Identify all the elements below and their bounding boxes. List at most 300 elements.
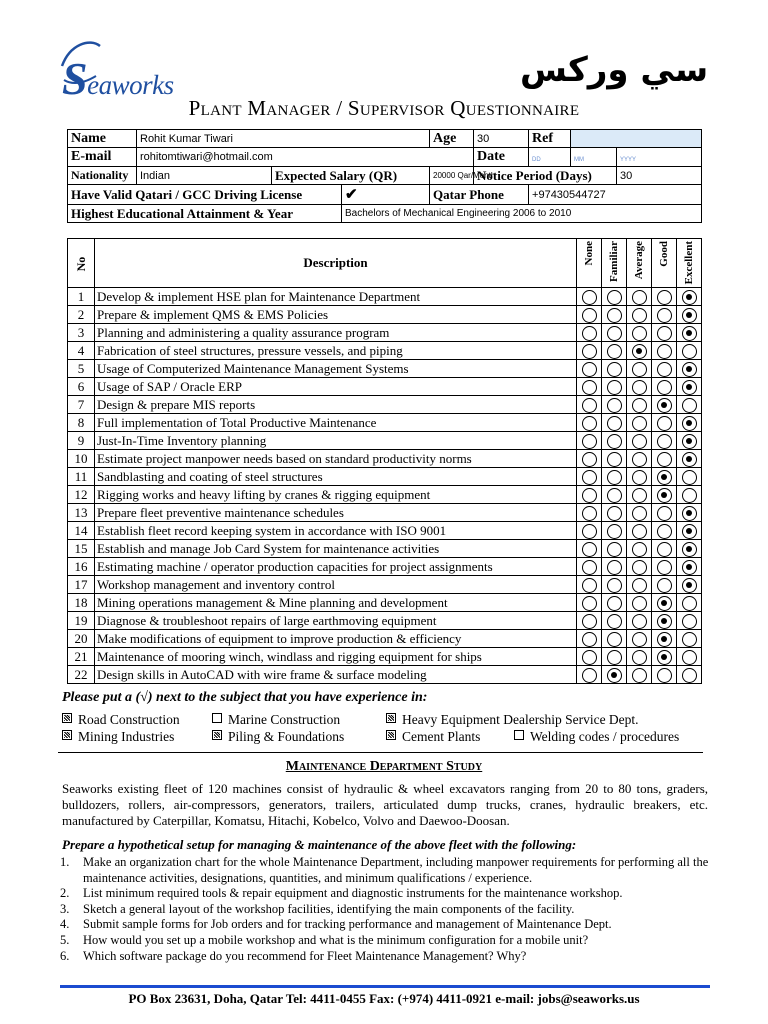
rating-radio-none[interactable] — [582, 488, 597, 503]
rating-radio-good[interactable] — [657, 632, 672, 647]
rating-radio-good[interactable] — [657, 542, 672, 557]
rating-radio-average[interactable] — [632, 668, 647, 683]
rating-radio-good[interactable] — [657, 506, 672, 521]
rating-radio-average[interactable] — [632, 614, 647, 629]
skill-description: Rigging works and heavy lifting by cranes & rigging equipment — [95, 486, 577, 504]
rating-radio-average[interactable] — [632, 506, 647, 521]
row-number: 12 — [68, 486, 95, 504]
education-label: Highest Educational Attainment & Year — [68, 205, 342, 223]
rating-radio-good[interactable] — [657, 308, 672, 323]
table-row — [68, 342, 702, 360]
rating-cell — [652, 486, 677, 504]
rating-cell — [602, 414, 627, 432]
age-field[interactable]: 30 — [474, 130, 529, 148]
table-row — [68, 648, 702, 666]
rating-cell — [602, 666, 627, 684]
rating-cell — [627, 288, 652, 306]
rating-cell — [652, 432, 677, 450]
rating-radio-good[interactable] — [657, 614, 672, 629]
rating-radio-excellent[interactable] — [682, 398, 697, 413]
age-label: Age — [430, 130, 474, 148]
experience-checkbox-cement-plants[interactable]: Cement Plants — [386, 729, 480, 745]
rating-cell — [627, 360, 652, 378]
rating-radio-familiar[interactable] — [607, 488, 622, 503]
rating-radio-familiar[interactable] — [607, 452, 622, 467]
header-excellent: Excellent — [677, 239, 702, 288]
table-row — [68, 630, 702, 648]
date-mm-field[interactable]: MM — [571, 148, 617, 167]
rating-radio-familiar[interactable] — [607, 596, 622, 611]
footer-contact: PO Box 23631, Doha, Qatar Tel: 4411-0455 Fax: (+974) 4411-0921 e-mail: jobs@seaworks.us — [128, 991, 640, 1006]
rating-radio-good[interactable] — [657, 416, 672, 431]
rating-radio-excellent[interactable] — [682, 668, 697, 683]
rating-radio-familiar[interactable] — [607, 506, 622, 521]
rating-cell — [577, 342, 602, 360]
rating-radio-familiar[interactable] — [607, 416, 622, 431]
date-dd-field[interactable]: DD — [529, 148, 571, 167]
name-label: Name — [68, 130, 137, 148]
table-row — [68, 396, 702, 414]
checkbox-icon — [212, 713, 222, 723]
table-row — [68, 468, 702, 486]
rating-radio-average[interactable] — [632, 380, 647, 395]
checkbox-icon — [386, 713, 396, 723]
skill-description: Prepare fleet preventive maintenance schedules — [95, 504, 577, 522]
rating-radio-excellent[interactable] — [682, 362, 697, 377]
row-number: 8 — [68, 414, 95, 432]
rating-cell — [602, 450, 627, 468]
rating-cell — [677, 342, 702, 360]
rating-cell — [677, 486, 702, 504]
rating-cell — [652, 288, 677, 306]
rating-radio-excellent[interactable] — [682, 560, 697, 575]
skill-description: Develop & implement HSE plan for Maintenance Department — [95, 288, 577, 306]
rating-cell — [602, 324, 627, 342]
rating-cell — [602, 342, 627, 360]
rating-radio-familiar[interactable] — [607, 650, 622, 665]
rating-cell — [652, 306, 677, 324]
rating-radio-none[interactable] — [582, 470, 597, 485]
row-number: 10 — [68, 450, 95, 468]
rating-radio-none[interactable] — [582, 614, 597, 629]
rating-radio-good[interactable] — [657, 380, 672, 395]
rating-cell — [627, 342, 652, 360]
rating-radio-excellent[interactable] — [682, 506, 697, 521]
skill-description: Maintenance of mooring winch, windlass and rigging equipment for ships — [95, 648, 577, 666]
section-divider — [58, 752, 703, 753]
rating-cell — [627, 396, 652, 414]
rating-cell — [677, 666, 702, 684]
rating-cell — [577, 432, 602, 450]
page-title: Plant Manager / Supervisor Questionnaire — [188, 96, 580, 120]
rating-radio-familiar[interactable] — [607, 632, 622, 647]
rating-radio-good[interactable] — [657, 488, 672, 503]
rating-cell — [602, 396, 627, 414]
rating-cell — [602, 306, 627, 324]
row-number: 14 — [68, 522, 95, 540]
rating-radio-none[interactable] — [582, 326, 597, 341]
skills-rating-table — [67, 238, 702, 684]
skill-description: Just-In-Time Inventory planning — [95, 432, 577, 450]
rating-cell — [602, 288, 627, 306]
rating-radio-good[interactable] — [657, 326, 672, 341]
rating-radio-average[interactable] — [632, 290, 647, 305]
rating-radio-excellent[interactable] — [682, 650, 697, 665]
table-row — [68, 306, 702, 324]
checkbox-icon — [62, 730, 72, 740]
skill-description: Planning and administering a quality assurance program — [95, 324, 577, 342]
rating-cell — [627, 324, 652, 342]
rating-cell — [652, 342, 677, 360]
rating-radio-good[interactable] — [657, 362, 672, 377]
skill-description: Mining operations management & Mine planning and development — [95, 594, 577, 612]
rating-cell — [577, 360, 602, 378]
rating-cell — [577, 504, 602, 522]
rating-cell — [652, 468, 677, 486]
rating-cell — [627, 468, 652, 486]
rating-cell — [677, 540, 702, 558]
rating-radio-good[interactable] — [657, 470, 672, 485]
rating-radio-none[interactable] — [582, 344, 597, 359]
skill-description: Fabrication of steel structures, pressure vessels, and piping — [95, 342, 577, 360]
rating-radio-excellent[interactable] — [682, 596, 697, 611]
rating-cell — [577, 522, 602, 540]
rating-cell — [602, 594, 627, 612]
rating-cell — [652, 540, 677, 558]
header-no: No — [68, 239, 95, 288]
row-number: 15 — [68, 540, 95, 558]
skill-description: Diagnose & troubleshoot repairs of large earthmoving equipment — [95, 612, 577, 630]
rating-cell — [652, 396, 677, 414]
rating-radio-none[interactable] — [582, 596, 597, 611]
row-number: 3 — [68, 324, 95, 342]
rating-radio-none[interactable] — [582, 362, 597, 377]
rating-radio-good[interactable] — [657, 290, 672, 305]
rating-radio-average[interactable] — [632, 560, 647, 575]
rating-radio-good[interactable] — [657, 434, 672, 449]
table-row — [68, 414, 702, 432]
experience-checkbox-mining-industries[interactable]: Mining Industries — [62, 729, 174, 745]
rating-radio-none[interactable] — [582, 632, 597, 647]
rating-radio-excellent[interactable] — [682, 524, 697, 539]
table-row — [68, 612, 702, 630]
rating-cell — [577, 576, 602, 594]
rating-radio-excellent[interactable] — [682, 290, 697, 305]
rating-cell — [652, 450, 677, 468]
rating-cell — [677, 558, 702, 576]
rating-radio-none[interactable] — [582, 308, 597, 323]
study-intro: Seaworks existing fleet of 120 machines consist of hydraulic & wheel excavators ranging from 20 to 80 tons, graders, bulldozers, rollers, air-compressors, generators, trailers, articulated dump trucks, cranes, hydraulic breakers, etc. manufactured by Caterpillar, Komatsu, Hitachi, Kobelco, Volvo and Daewoo-Doosan. — [62, 781, 708, 828]
rating-cell — [652, 648, 677, 666]
rating-radio-none[interactable] — [582, 506, 597, 521]
rating-cell — [627, 576, 652, 594]
rating-cell — [627, 594, 652, 612]
rating-radio-average[interactable] — [632, 308, 647, 323]
applicant-info-table — [67, 129, 702, 223]
license-checkbox[interactable]: ✔ — [342, 185, 430, 205]
rating-radio-good[interactable] — [657, 398, 672, 413]
rating-radio-familiar[interactable] — [607, 470, 622, 485]
experience-checkbox-marine-construction[interactable]: Marine Construction — [212, 712, 340, 728]
rating-cell — [602, 576, 627, 594]
rating-cell — [677, 612, 702, 630]
list-item: 2. List minimum required tools & repair equipment and diagnostic instruments for the maintenance workshop. — [60, 886, 623, 901]
list-item: 1. Make an organization chart for the whole Maintenance Department, including manpower requirements for performing all the maintenance activities, designations, quantities, and minimum qualifications / experience. — [60, 855, 709, 885]
rating-radio-familiar[interactable] — [607, 308, 622, 323]
rating-radio-excellent[interactable] — [682, 344, 697, 359]
rating-cell — [577, 594, 602, 612]
rating-cell — [627, 630, 652, 648]
rating-radio-average[interactable] — [632, 524, 647, 539]
row-number: 18 — [68, 594, 95, 612]
rating-radio-excellent[interactable] — [682, 470, 697, 485]
phone-field[interactable]: +97430544727 — [529, 185, 702, 205]
skill-description: Usage of SAP / Oracle ERP — [95, 378, 577, 396]
rating-cell — [577, 450, 602, 468]
arabic-company-name: سي وركس — [520, 50, 709, 90]
rating-radio-good[interactable] — [657, 578, 672, 593]
rating-cell — [602, 486, 627, 504]
rating-cell — [627, 432, 652, 450]
rating-cell — [677, 360, 702, 378]
table-row — [68, 522, 702, 540]
skill-description: Sandblasting and coating of steel structures — [95, 468, 577, 486]
rating-cell — [602, 432, 627, 450]
nationality-label: Nationality — [68, 167, 137, 185]
rating-radio-average[interactable] — [632, 362, 647, 377]
rating-radio-familiar[interactable] — [607, 524, 622, 539]
rating-radio-average[interactable] — [632, 542, 647, 557]
rating-radio-good[interactable] — [657, 560, 672, 575]
table-row — [68, 594, 702, 612]
rating-radio-none[interactable] — [582, 578, 597, 593]
rating-cell — [677, 648, 702, 666]
rating-cell — [652, 576, 677, 594]
rating-radio-familiar[interactable] — [607, 344, 622, 359]
skill-description: Make modifications of equipment to improve production & efficiency — [95, 630, 577, 648]
rating-radio-familiar[interactable] — [607, 614, 622, 629]
experience-checkbox-piling-foundations[interactable]: Piling & Foundations — [212, 729, 344, 745]
row-number: 9 — [68, 432, 95, 450]
row-number: 20 — [68, 630, 95, 648]
rating-radio-average[interactable] — [632, 416, 647, 431]
rating-cell — [677, 630, 702, 648]
experience-checkbox-road-construction[interactable]: Road Construction — [62, 712, 180, 728]
rating-cell — [652, 522, 677, 540]
rating-cell — [577, 648, 602, 666]
rating-cell — [577, 486, 602, 504]
rating-cell — [602, 504, 627, 522]
skill-description: Estimate project manpower needs based on standard productivity norms — [95, 450, 577, 468]
nationality-field[interactable]: Indian — [137, 167, 272, 185]
rating-cell — [577, 396, 602, 414]
row-number: 4 — [68, 342, 95, 360]
experience-prompt: Please put a (√) next to the subject that you have experience in: — [62, 690, 428, 705]
rating-radio-familiar[interactable] — [607, 578, 622, 593]
rating-radio-excellent[interactable] — [682, 614, 697, 629]
row-number: 6 — [68, 378, 95, 396]
rating-radio-excellent[interactable] — [682, 542, 697, 557]
experience-checkbox-heavy-equipment[interactable]: Heavy Equipment Dealership Service Dept. — [386, 712, 639, 728]
name-field[interactable]: Rohit Kumar Tiwari — [137, 130, 430, 148]
skill-description: Design skills in AutoCAD with wire frame & surface modeling — [95, 666, 577, 684]
rating-radio-excellent[interactable] — [682, 326, 697, 341]
header-average: Average — [627, 239, 652, 288]
rating-radio-average[interactable] — [632, 596, 647, 611]
table-row — [68, 432, 702, 450]
rating-radio-none[interactable] — [582, 380, 597, 395]
rating-radio-average[interactable] — [632, 434, 647, 449]
ref-field[interactable] — [571, 130, 702, 148]
rating-cell — [677, 396, 702, 414]
rating-radio-none[interactable] — [582, 524, 597, 539]
rating-cell — [652, 378, 677, 396]
notice-label: Notice Period (Days) — [474, 167, 617, 185]
skill-description: Establish fleet record keeping system in accordance with ISO 9001 — [95, 522, 577, 540]
rating-cell — [602, 612, 627, 630]
rating-radio-familiar[interactable] — [607, 362, 622, 377]
skill-description: Full implementation of Total Productive Maintenance — [95, 414, 577, 432]
rating-cell — [577, 558, 602, 576]
list-item: 6. Which software package do you recommend for Fleet Maintenance Management? Why? — [60, 948, 527, 963]
rating-cell — [627, 306, 652, 324]
rating-radio-average[interactable] — [632, 326, 647, 341]
rating-cell — [602, 360, 627, 378]
rating-cell — [577, 468, 602, 486]
rating-radio-familiar[interactable] — [607, 326, 622, 341]
rating-radio-none[interactable] — [582, 290, 597, 305]
rating-radio-familiar[interactable] — [607, 398, 622, 413]
rating-radio-average[interactable] — [632, 650, 647, 665]
table-row — [68, 558, 702, 576]
rating-radio-excellent[interactable] — [682, 452, 697, 467]
rating-radio-average[interactable] — [632, 344, 647, 359]
rating-radio-excellent[interactable] — [682, 308, 697, 323]
table-row — [68, 450, 702, 468]
rating-radio-average[interactable] — [632, 632, 647, 647]
rating-cell — [627, 612, 652, 630]
rating-radio-good[interactable] — [657, 524, 672, 539]
rating-radio-familiar[interactable] — [607, 380, 622, 395]
checkbox-icon — [62, 713, 72, 723]
rating-radio-good[interactable] — [657, 344, 672, 359]
rating-radio-none[interactable] — [582, 668, 597, 683]
table-row — [68, 576, 702, 594]
table-row — [68, 288, 702, 306]
rating-radio-excellent[interactable] — [682, 416, 697, 431]
skill-description: Estimating machine / operator production capacities for project assignments — [95, 558, 577, 576]
email-field[interactable]: rohitomtiwari@hotmail.com — [137, 148, 474, 167]
rating-radio-excellent[interactable] — [682, 434, 697, 449]
rating-cell — [677, 522, 702, 540]
rating-radio-none[interactable] — [582, 398, 597, 413]
rating-radio-familiar[interactable] — [607, 434, 622, 449]
rating-radio-familiar[interactable] — [607, 560, 622, 575]
list-item: 5. How would you set up a mobile workshop and what is the minimum configuration for a mobile unit? — [60, 932, 589, 947]
rating-cell — [627, 648, 652, 666]
skill-description: Usage of Computerized Maintenance Management Systems — [95, 360, 577, 378]
checkbox-icon — [212, 730, 222, 740]
row-number: 2 — [68, 306, 95, 324]
rating-cell — [602, 558, 627, 576]
rating-radio-none[interactable] — [582, 560, 597, 575]
education-field[interactable]: Bachelors of Mechanical Engineering 2006 to 2010 — [342, 205, 702, 223]
rating-cell — [627, 504, 652, 522]
rating-radio-average[interactable] — [632, 470, 647, 485]
rating-cell — [602, 630, 627, 648]
rating-cell — [677, 288, 702, 306]
rating-radio-none[interactable] — [582, 542, 597, 557]
skill-description: Workshop management and inventory control — [95, 576, 577, 594]
rating-cell — [602, 522, 627, 540]
study-title: Maintenance Department Study — [285, 759, 483, 774]
rating-radio-average[interactable] — [632, 578, 647, 593]
rating-radio-good[interactable] — [657, 452, 672, 467]
rating-cell — [577, 540, 602, 558]
rating-radio-excellent[interactable] — [682, 578, 697, 593]
checkbox-icon — [514, 730, 524, 740]
row-number: 13 — [68, 504, 95, 522]
rating-cell — [627, 378, 652, 396]
rating-cell — [577, 378, 602, 396]
rating-cell — [677, 450, 702, 468]
rating-cell — [677, 306, 702, 324]
rating-radio-excellent[interactable] — [682, 632, 697, 647]
rating-radio-excellent[interactable] — [682, 380, 697, 395]
rating-cell — [602, 648, 627, 666]
rating-radio-good[interactable] — [657, 596, 672, 611]
rating-radio-good[interactable] — [657, 668, 672, 683]
rating-cell — [577, 324, 602, 342]
header-description: Description — [95, 239, 577, 288]
table-row — [68, 504, 702, 522]
date-label: Date — [474, 148, 529, 167]
table-row — [68, 324, 702, 342]
rating-cell — [677, 594, 702, 612]
rating-cell — [677, 576, 702, 594]
notice-field[interactable]: 30 — [617, 167, 702, 185]
rating-radio-average[interactable] — [632, 488, 647, 503]
rating-radio-none[interactable] — [582, 452, 597, 467]
phone-label: Qatar Phone — [430, 185, 529, 205]
email-label: E-mail — [68, 148, 137, 167]
rating-radio-none[interactable] — [582, 416, 597, 431]
row-number: 17 — [68, 576, 95, 594]
rating-radio-average[interactable] — [632, 398, 647, 413]
rating-radio-none[interactable] — [582, 434, 597, 449]
experience-checkbox-welding-codes[interactable]: Welding codes / procedures — [514, 729, 679, 745]
rating-radio-good[interactable] — [657, 650, 672, 665]
study-prompt: Prepare a hypothetical setup for managing & maintenance of the above fleet with the following: — [62, 837, 577, 852]
rating-radio-excellent[interactable] — [682, 488, 697, 503]
salary-field[interactable]: 20000 Qar/Month — [430, 167, 474, 185]
rating-cell — [677, 378, 702, 396]
rating-radio-none[interactable] — [582, 650, 597, 665]
salary-label: Expected Salary (QR) — [272, 167, 430, 185]
rating-cell — [602, 468, 627, 486]
table-row — [68, 486, 702, 504]
rating-radio-familiar[interactable] — [607, 290, 622, 305]
rating-radio-average[interactable] — [632, 452, 647, 467]
rating-radio-familiar[interactable] — [607, 542, 622, 557]
date-yyyy-field[interactable]: YYYY — [617, 148, 702, 167]
table-row — [68, 378, 702, 396]
rating-cell — [652, 630, 677, 648]
rating-radio-familiar[interactable] — [607, 668, 622, 683]
rating-cell — [577, 414, 602, 432]
rating-cell — [627, 486, 652, 504]
row-number: 16 — [68, 558, 95, 576]
